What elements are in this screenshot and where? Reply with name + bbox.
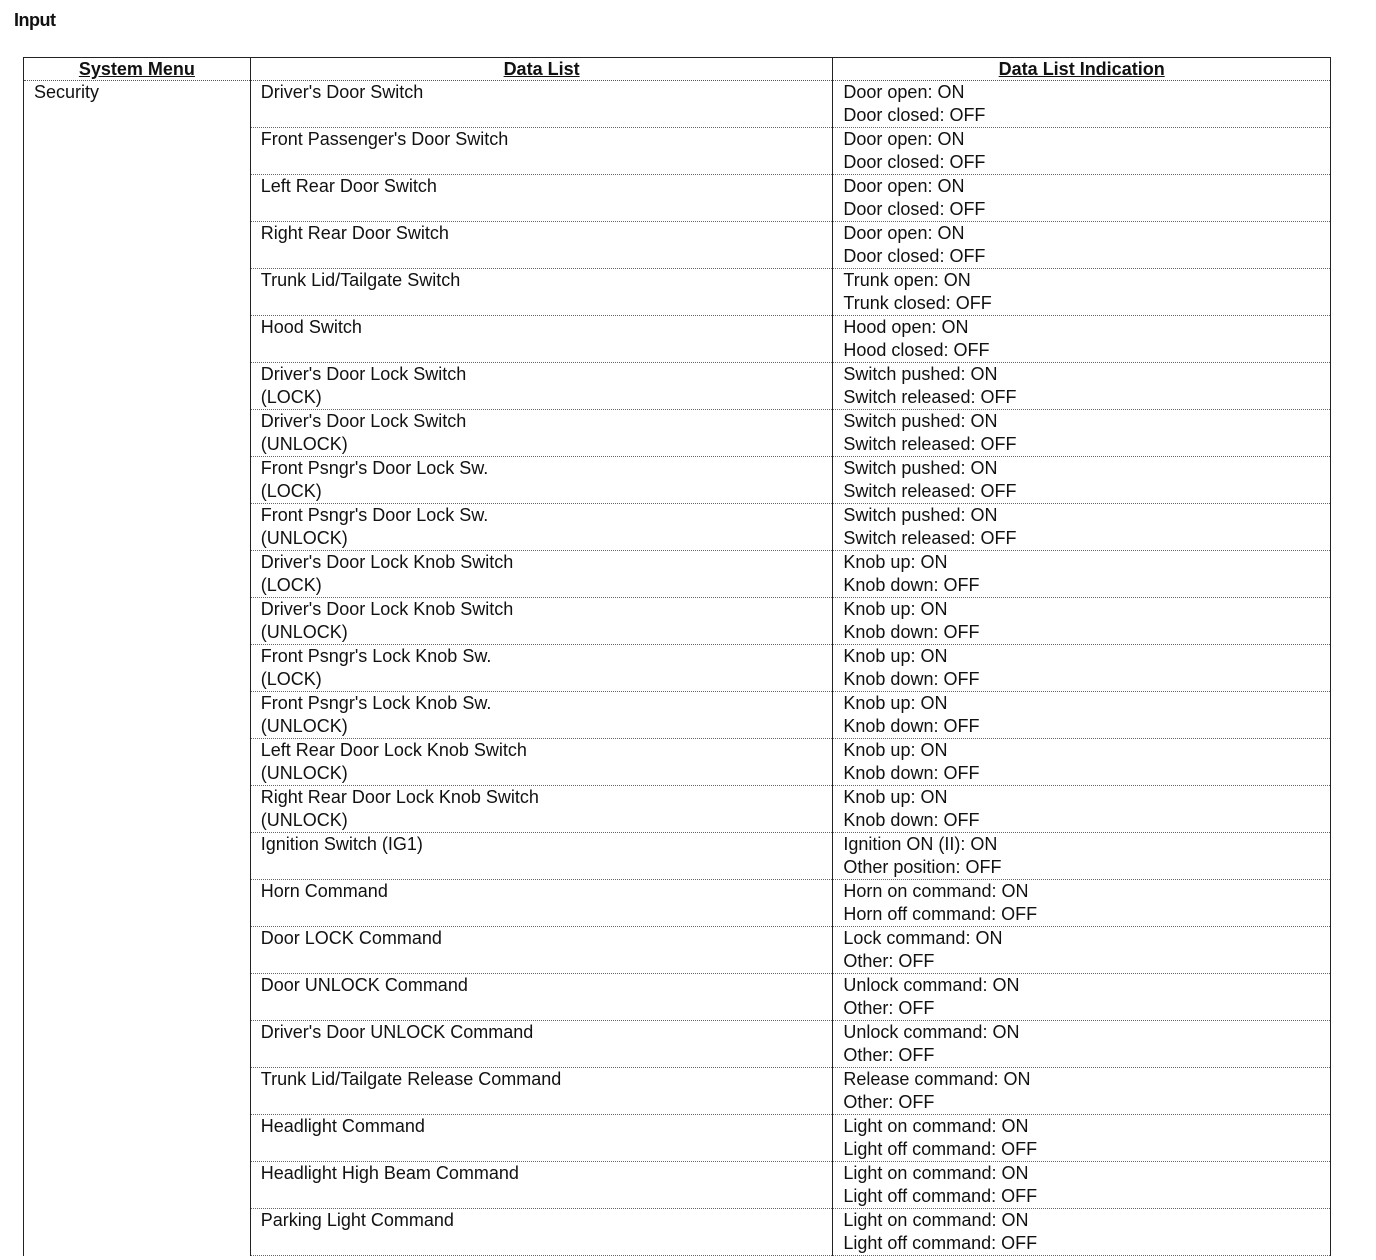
data-list-text: (LOCK) <box>260 575 322 595</box>
indication-text: Door open: ON <box>843 176 965 196</box>
data-list-cell <box>250 175 833 222</box>
indication-text: Knob down: OFF <box>843 622 980 642</box>
data-list-cell <box>250 457 833 504</box>
data-list-text: (UNLOCK) <box>260 622 348 642</box>
data-list-cell <box>250 1021 833 1068</box>
indication-cell <box>833 598 1331 645</box>
indication-text: Knob up: ON <box>843 740 948 760</box>
data-list-text: Trunk Lid/Tailgate Release Command <box>260 1069 562 1089</box>
data-list-text: Headlight High Beam Command <box>260 1163 519 1183</box>
data-list-text: Driver's Door Lock Knob Switch <box>260 599 514 619</box>
header-system-menu: System Menu <box>24 58 251 81</box>
indication-text: Light off command: OFF <box>843 1186 1038 1206</box>
indication-cell <box>833 551 1331 598</box>
data-list-text: Hood Switch <box>260 317 362 337</box>
data-list-text: (UNLOCK) <box>260 528 348 548</box>
data-list-table <box>23 57 1331 1256</box>
data-list-text: Left Rear Door Lock Knob Switch <box>260 740 527 760</box>
indication-text: Switch released: OFF <box>843 434 1017 454</box>
indication-text: Hood open: ON <box>843 317 969 337</box>
data-list-text: Front Passenger's Door Switch <box>260 129 509 149</box>
data-list-cell <box>250 363 833 410</box>
data-list-cell <box>250 128 833 175</box>
indication-cell <box>833 1209 1331 1256</box>
indication-cell <box>833 786 1331 833</box>
indication-text: Door open: ON <box>843 82 965 102</box>
data-list-text: Right Rear Door Switch <box>260 223 449 243</box>
indication-text: Switch released: OFF <box>843 387 1017 407</box>
indication-text: Unlock command: ON <box>843 975 1020 995</box>
indication-text: Ignition ON (II): ON <box>843 834 998 854</box>
system-menu-cell: Security <box>24 81 251 1256</box>
indication-text: Light off command: OFF <box>843 1233 1038 1253</box>
indication-cell <box>833 1021 1331 1068</box>
indication-text: Light on command: ON <box>843 1116 1029 1136</box>
data-list-cell <box>250 1068 833 1115</box>
indication-text: Knob down: OFF <box>843 669 980 689</box>
indication-text: Knob up: ON <box>843 599 948 619</box>
indication-text: Door open: ON <box>843 129 965 149</box>
indication-text: Knob up: ON <box>843 552 948 572</box>
indication-cell <box>833 222 1331 269</box>
data-list-cell <box>250 551 833 598</box>
header-row <box>24 58 1331 81</box>
data-list-cell <box>250 1115 833 1162</box>
indication-cell <box>833 363 1331 410</box>
data-list-cell <box>250 316 833 363</box>
indication-cell <box>833 81 1331 128</box>
indication-text: Horn off command: OFF <box>843 904 1038 924</box>
indication-cell <box>833 974 1331 1021</box>
data-list-cell <box>250 1209 833 1256</box>
data-list-text: (LOCK) <box>260 387 322 407</box>
indication-text: Knob down: OFF <box>843 763 980 783</box>
data-list-cell <box>250 269 833 316</box>
indication-text: Trunk closed: OFF <box>843 293 992 313</box>
indication-cell <box>833 269 1331 316</box>
data-list-text: (UNLOCK) <box>260 810 348 830</box>
data-list-cell <box>250 504 833 551</box>
data-list-cell <box>250 786 833 833</box>
indication-cell <box>833 316 1331 363</box>
indication-cell <box>833 1115 1331 1162</box>
indication-text: Switch pushed: ON <box>843 411 998 431</box>
indication-text: Knob down: OFF <box>843 716 980 736</box>
indication-text: Other position: OFF <box>843 857 1002 877</box>
indication-text: Release command: ON <box>843 1069 1031 1089</box>
indication-text: Knob up: ON <box>843 693 948 713</box>
data-list-text: Driver's Door Switch <box>260 82 424 102</box>
data-list-text: Front Psngr's Door Lock Sw. <box>260 505 489 525</box>
indication-cell <box>833 833 1331 880</box>
indication-text: Switch released: OFF <box>843 528 1017 548</box>
data-list-text: Driver's Door Lock Switch <box>260 411 467 431</box>
indication-text: Hood closed: OFF <box>843 340 990 360</box>
data-list-text: Front Psngr's Lock Knob Sw. <box>260 693 492 713</box>
indication-text: Door open: ON <box>843 223 965 243</box>
data-list-cell <box>250 1162 833 1209</box>
indication-text: Trunk open: ON <box>843 270 971 290</box>
indication-text: Switch pushed: ON <box>843 364 998 384</box>
data-list-text: Driver's Door UNLOCK Command <box>260 1022 534 1042</box>
data-list-text: (UNLOCK) <box>260 434 348 454</box>
data-list-cell <box>250 692 833 739</box>
data-list-text: Ignition Switch (IG1) <box>260 834 423 854</box>
data-list-cell <box>250 645 833 692</box>
data-list-cell <box>250 598 833 645</box>
data-list-cell <box>250 410 833 457</box>
data-list-text: Door UNLOCK Command <box>260 975 468 995</box>
data-list-cell <box>250 833 833 880</box>
indication-text: Other: OFF <box>843 998 935 1018</box>
indication-cell <box>833 128 1331 175</box>
indication-text: Light on command: ON <box>843 1210 1029 1230</box>
table-row <box>24 81 1331 128</box>
data-list-text: (UNLOCK) <box>260 716 348 736</box>
indication-text: Knob down: OFF <box>843 810 980 830</box>
indication-cell <box>833 1162 1331 1209</box>
indication-text: Other: OFF <box>843 1045 935 1065</box>
indication-text: Door closed: OFF <box>843 199 986 219</box>
data-list-text: (UNLOCK) <box>260 763 348 783</box>
data-list-text: Parking Light Command <box>260 1210 454 1230</box>
data-list-text: Headlight Command <box>260 1116 425 1136</box>
indication-cell <box>833 927 1331 974</box>
indication-text: Unlock command: ON <box>843 1022 1020 1042</box>
data-list-cell <box>250 927 833 974</box>
data-list-text: Door LOCK Command <box>260 928 442 948</box>
indication-text: Knob up: ON <box>843 646 948 666</box>
data-list-text: Right Rear Door Lock Knob Switch <box>260 787 539 807</box>
indication-text: Door closed: OFF <box>843 105 986 125</box>
section-title: Input <box>14 10 56 30</box>
data-list-text: Driver's Door Lock Knob Switch <box>260 552 514 572</box>
data-list-cell <box>250 974 833 1021</box>
indication-text: Switch pushed: ON <box>843 458 998 478</box>
data-list-cell <box>250 880 833 927</box>
header-data-list-indication: Data List Indication <box>833 58 1331 81</box>
indication-cell <box>833 457 1331 504</box>
indication-text: Other: OFF <box>843 951 935 971</box>
indication-text: Light off command: OFF <box>843 1139 1038 1159</box>
indication-text: Lock command: ON <box>843 928 1003 948</box>
indication-text: Other: OFF <box>843 1092 935 1112</box>
indication-text: Knob up: ON <box>843 787 948 807</box>
indication-text: Switch pushed: ON <box>843 505 998 525</box>
data-list-text: Driver's Door Lock Switch <box>260 364 467 384</box>
data-list-text: Front Psngr's Lock Knob Sw. <box>260 646 492 666</box>
indication-cell <box>833 1068 1331 1115</box>
indication-cell <box>833 880 1331 927</box>
indication-text: Horn on command: ON <box>843 881 1029 901</box>
data-list-text: Trunk Lid/Tailgate Switch <box>260 270 461 290</box>
indication-text: Door closed: OFF <box>843 246 986 266</box>
indication-cell <box>833 739 1331 786</box>
data-list-text: Horn Command <box>260 881 388 901</box>
indication-text: Knob down: OFF <box>843 575 980 595</box>
data-list-text: Front Psngr's Door Lock Sw. <box>260 458 489 478</box>
data-list-text: Left Rear Door Switch <box>260 176 437 196</box>
indication-cell <box>833 645 1331 692</box>
data-list-cell <box>250 222 833 269</box>
indication-text: Light on command: ON <box>843 1163 1029 1183</box>
header-data-list: Data List <box>250 58 833 81</box>
indication-cell <box>833 410 1331 457</box>
indication-text: Door closed: OFF <box>843 152 986 172</box>
indication-text: Switch released: OFF <box>843 481 1017 501</box>
data-list-text: (LOCK) <box>260 481 322 501</box>
data-list-cell <box>250 81 833 128</box>
indication-cell <box>833 504 1331 551</box>
indication-cell <box>833 175 1331 222</box>
indication-cell <box>833 692 1331 739</box>
data-list-text: (LOCK) <box>260 669 322 689</box>
data-list-cell <box>250 739 833 786</box>
